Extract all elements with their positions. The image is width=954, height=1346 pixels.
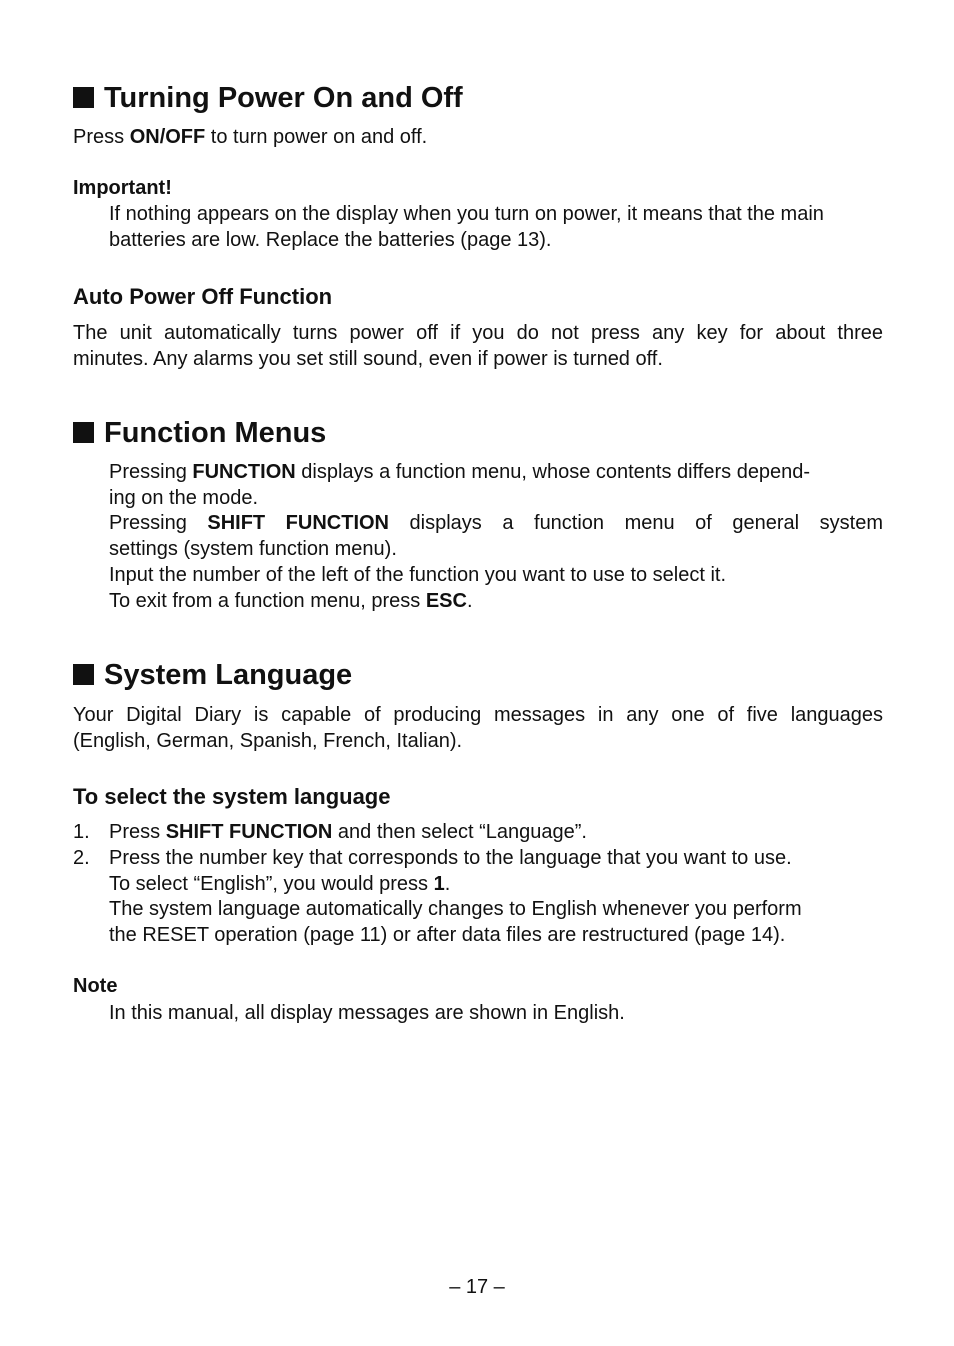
step-number: 1. <box>73 821 90 843</box>
auto-power-off-heading: Auto Power Off Function <box>73 284 333 309</box>
auto-power-off-text: The unit automatically turns power off if you do not press any key for about three minutes. Any alarms you set still sound, even if power is turned off. <box>73 322 883 370</box>
note-text: In this manual, all display messages are shown in English. <box>109 1002 625 1024</box>
step-1-text: Press SHIFT FUNCTION and then select “Language”. <box>109 821 587 843</box>
important-label: Important! <box>73 177 172 199</box>
step-number: 2. <box>73 847 90 869</box>
key-shift-function: SHIFT FUNCTION <box>165 821 333 843</box>
function-menus-text: Pressing FUNCTION displays a function menu, whose contents differs depend- ing on the mode. Pressing SHIFT FUNCTION displays a function menu of general system settings (system function menu). Input the number of the left of the function you want to use to select it. To exit from a function menu, press ESC. <box>109 461 883 612</box>
key-esc: ESC <box>425 589 467 612</box>
system-language-text: Your Digital Diary is capable of producing messages in any one of five languages (English, German, Spanish, French, Italian). <box>73 704 883 752</box>
note-label: Note <box>73 975 118 997</box>
power-instruction: Press ON/OFF to turn power on and off. <box>73 126 428 148</box>
section-heading-function-menus: Function Menus <box>73 416 326 450</box>
select-language-heading: To select the system language <box>73 784 391 809</box>
square-bullet-icon <box>73 87 94 108</box>
key-shift-function: SHIFT FUNCTION <box>207 512 389 535</box>
square-bullet-icon <box>73 422 94 443</box>
square-bullet-icon <box>73 664 94 685</box>
section-heading-system-language: System Language <box>73 658 352 692</box>
section-heading-power: Turning Power On and Off <box>73 81 463 115</box>
key-on-off: ON/OFF <box>129 126 206 148</box>
key-function: FUNCTION <box>192 461 296 483</box>
important-text: If nothing appears on the display when you turn on power, it means that the main batteries are low. Replace the batteries (page 13). <box>109 203 824 251</box>
page-number: – 17 – <box>449 1276 505 1298</box>
key-1: 1 <box>433 872 445 895</box>
step-2-text: Press the number key that corresponds to the language that you want to use. To select “English”, you would press 1. The system language automatically changes to English whenever you perform the RESET operation (page 11) or after data files are restructured (page 14). <box>109 847 802 947</box>
